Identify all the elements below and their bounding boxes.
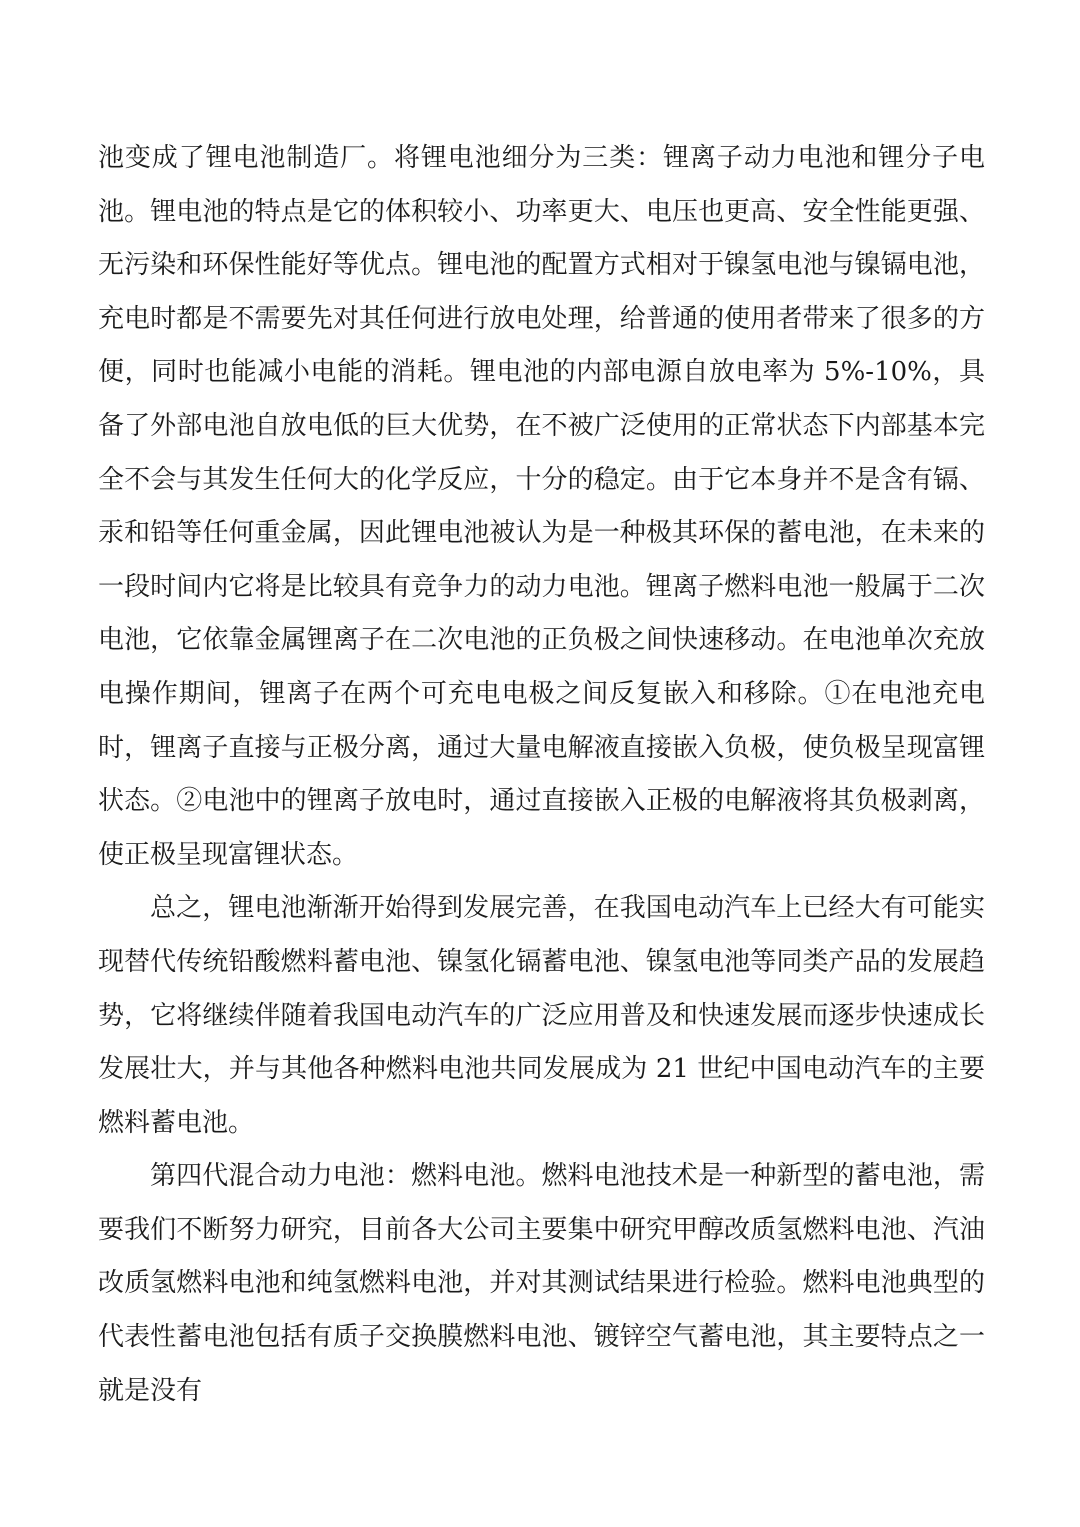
paragraph-fuel-cell: 第四代混合动力电池：燃料电池。燃料电池技术是一种新型的蓄电池，需要我们不断努力研究，目前各大公司主要集中研究甲醇改质氢燃料电池、汽油改质氢燃料电池和纯氢燃料电池，并对其测试结果进行检验。燃料电池典型的代表性蓄电池包括有质子交换膜燃料电池、镀锌空气蓄电池，其主要特点之一就是没有 bbox=[98, 1161, 985, 1406]
paragraph-lithium-battery-outlook: 总之，锂电池渐渐开始得到发展完善，在我国电动汽车上已经大有可能实现替代传统铅酸燃料蓄电池、镍氢化镉蓄电池、镍氢电池等同类产品的发展趋势，它将继续伴随着我国电动汽车的广泛应用普及和快速发展而逐步快速成长发展壮大，并与其他各种燃料电池共同发展成为 21 世纪中国电动汽车的主要燃料蓄电池。 bbox=[98, 893, 985, 1138]
document-body bbox=[98, 132, 985, 1418]
paragraph-lithium-battery-features: 池变成了锂电池制造厂。将锂电池细分为三类：锂离子动力电池和锂分子电池。锂电池的特点是它的体积较小、功率更大、电压也更高、安全性能更强、无污染和环保性能好等优点。锂电池的配置方式相对于镍氢电池与镍镉电池，充电时都是不需要先对其任何进行放电处理，给普通的使用者带来了很多的方便，同时也能减小电能的消耗。锂电池的内部电源自放电率为 5%-10%，具备了外部电池自放电低的巨大优势，在不被广泛使用的正常状态下内部基本完全不会与其发生任何大的化学反应，十分的稳定。由于它本身并不是含有镉、汞和铅等任何重金属，因此锂电池被认为是一种极其环保的蓄电池，在未来的一段时间内它将是比较具有竞争力的动力电池。锂离子燃料电池一般属于二次电池，它依靠金属锂离子在二次电池的正负极之间快速移动。在电池单次充放电操作期间，锂离子在两个可充电电极之间反复嵌入和移除。①在电池充电时，锂离子直接与正极分离，通过大量电解液直接嵌入负极，使负极呈现富锂状态。②电池中的锂离子放电时，通过直接嵌入正极的电解液将其负极剥离，使正极呈现富锂状态。 bbox=[98, 143, 985, 870]
